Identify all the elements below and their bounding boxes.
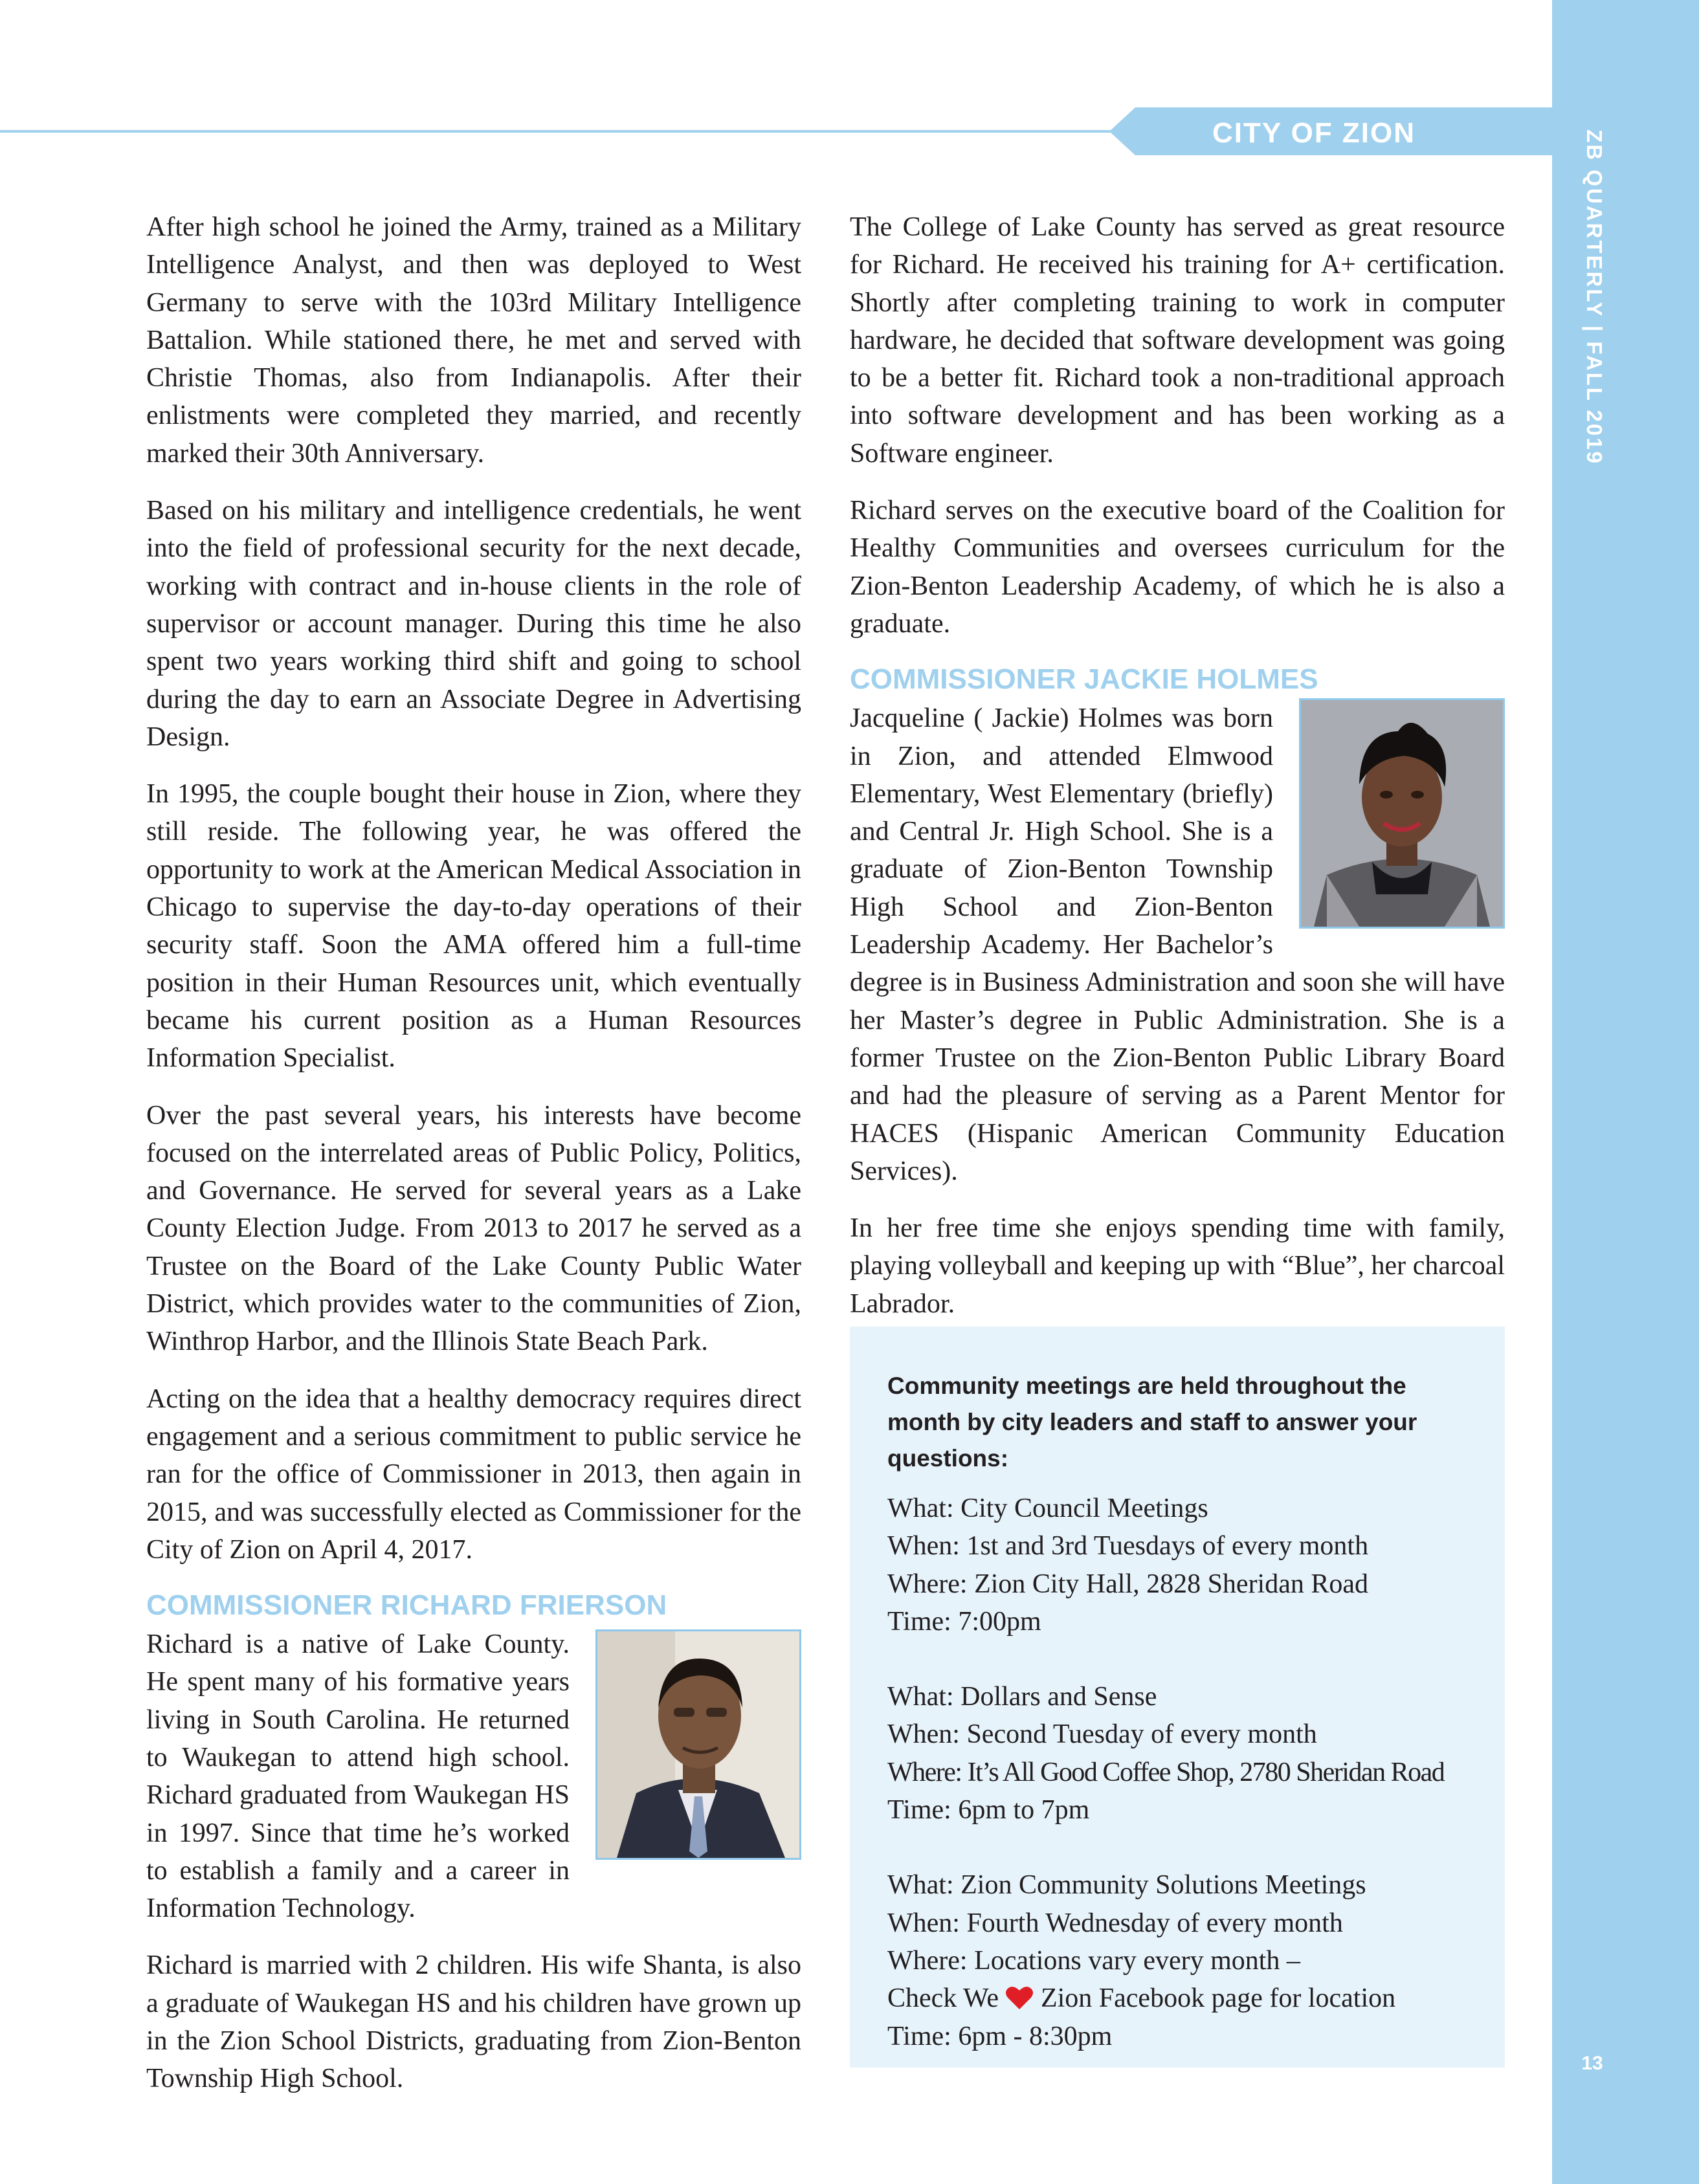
portrait-icon	[597, 1631, 799, 1858]
body-paragraph: In her free time she enjoys spending time with family, playing volleyball and keeping up with “Blue”, her charcoal Labrador.	[850, 1213, 1505, 1319]
page-number: 13	[1581, 2053, 1603, 2074]
meeting-when: When: Second Tuesday of every month	[887, 1719, 1317, 1750]
body-paragraph: Richard is a native of Lake County. He spent many of his formative years living in South Carolina. He returned to Waukegan to attend high school. Richard graduated from Waukegan HS in 1997. Since that time he’s worked to establish a family and a career in Information Technology.	[146, 1629, 570, 1924]
meeting-time: Time: 6pm - 8:30pm	[887, 2021, 1113, 2051]
meeting-item	[887, 1866, 1467, 2055]
body-paragraph: After high school he joined the Army, trained as a Military Intelligence Analyst, and then was deployed to West Germany to serve with the 103rd Military Intelligence Battalion. While stationed there, he met and served with Christie Thomas, also from Indianapolis. After their enlistments were completed they married, and recently marked their 30th Anniversary.	[146, 212, 801, 469]
jackie-photo	[1299, 698, 1505, 929]
meeting-what: What: Zion Community Solutions Meetings	[887, 1870, 1366, 1901]
sidebar-strip	[1552, 0, 1699, 2184]
meeting-item	[887, 1678, 1467, 1829]
heart-icon	[1005, 1985, 1034, 2011]
body-paragraph: Based on his military and intelligence credentials, he went into the field of professional security for the next decade, working with contract and in-house clients in the role of supervisor or account manager. During this time he also spent two years working third shift and going to school during the day to earn an Associate Degree in Advertising Design.	[146, 496, 801, 752]
meeting-item	[887, 1490, 1467, 1640]
jackie-heading: COMMISSIONER JACKIE HOLMES	[850, 663, 1318, 696]
publication-title: ZB QUARTERLY | FALL 2019	[1582, 129, 1606, 465]
body-paragraph: Acting on the idea that a healthy democracy requires direct engagement and a serious commitment to public service he ran for the office of Commissioner in 2013, then again in 2015, and was successfully elected as Commissioner for the City of Zion on April 4, 2017.	[146, 1384, 801, 1565]
meeting-when: When: Fourth Wednesday of every month	[887, 1908, 1343, 1938]
body-paragraph: The College of Lake County has served as great resource for Richard. He received his training for A+ certification. Shortly after completing training to work in computer hardware, he decided that software development was going to be a better fit. Richard took a non-traditional approach into software development and has been working as a Software engineer.	[850, 212, 1505, 469]
body-paragraph: In 1995, the couple bought their house in Zion, where they still reside. The following year, he was offered the opportunity to work at the American Medical Association in Chicago to supervise the day-to-day operations of their security staff. Soon the AMA offered him a full-time position in their Human Resources unit, which eventually became his current position as a Human Resources Information Specialist.	[146, 779, 801, 1074]
meeting-where: Where: Zion City Hall, 2828 Sheridan Road	[887, 1569, 1369, 1599]
meeting-time: Time: 7:00pm	[887, 1606, 1041, 1637]
meeting-what: What: City Council Meetings	[887, 1494, 1208, 1523]
body-paragraph: Richard is married with 2 children. His wife Shanta, is also a graduate of Waukegan HS and his children have grown up in the Zion School Districts, graduating from Zion-Benton Township High School.	[146, 1950, 801, 2094]
portrait-icon	[1301, 700, 1503, 927]
body-paragraph: Richard serves on the executive board of the Coalition for Healthy Communities and oversees curriculum for the Zion-Benton Leadership Academy, of which he is also a graduate.	[850, 496, 1505, 639]
body-paragraph: Over the past several years, his interests have become focused on the interrelated areas of Public Policy, Politics, and Governance. He served for several years as a Lake County Election Judge. From 2013 to 2017 he served as a Trustee on the Board of the Lake County Public Water District, which provides water to the communities of Zion, Winthrop Harbor, and the Illinois State Beach Park.	[146, 1100, 801, 1357]
richard-heading: COMMISSIONER RICHARD FRIERSON	[146, 1589, 667, 1622]
left-column	[146, 208, 801, 2117]
meeting-where: Where: Locations vary every month –	[887, 1945, 1300, 1976]
meeting-when: When: 1st and 3rd Tuesdays of every month	[887, 1531, 1369, 1561]
facebook-page-prefix: Check We	[887, 1983, 999, 2014]
richard-photo	[595, 1629, 801, 1860]
section-tab-label: CITY OF ZION	[1212, 117, 1416, 149]
meeting-where-line2	[887, 1980, 1467, 2017]
right-column	[850, 208, 1505, 1437]
meeting-where: Where: It’s All Good Coffee Shop, 2780 Sheridan Road	[887, 1757, 1445, 1787]
meeting-what: What: Dollars and Sense	[887, 1682, 1157, 1712]
facebook-page-suffix: Zion Facebook page for location	[1040, 1983, 1396, 2014]
meeting-time: Time: 6pm to 7pm	[887, 1795, 1090, 1826]
community-meetings-box	[850, 1327, 1505, 2068]
body-paragraph: Jacqueline ( Jackie) Holmes was born in Zion, and attended Elmwood Elementary, West Elementary (briefly) and Central Jr. High School. She is a graduate of Zion-Benton Township High School and Zion-Benton Leadership Academy. Her Bachelor’s degree is in Business Administration and soon she will have her Master’s degree in Public Administration. She is a former Trustee on the Zion-Benton Public Library Board and had the pleasure of serving as a Parent Mentor for HACES (Hispanic American Community Education Services).	[850, 703, 1505, 1186]
meetings-intro: Community meetings are held throughout the month by city leaders and staff to answer your questions:	[887, 1373, 1417, 1472]
